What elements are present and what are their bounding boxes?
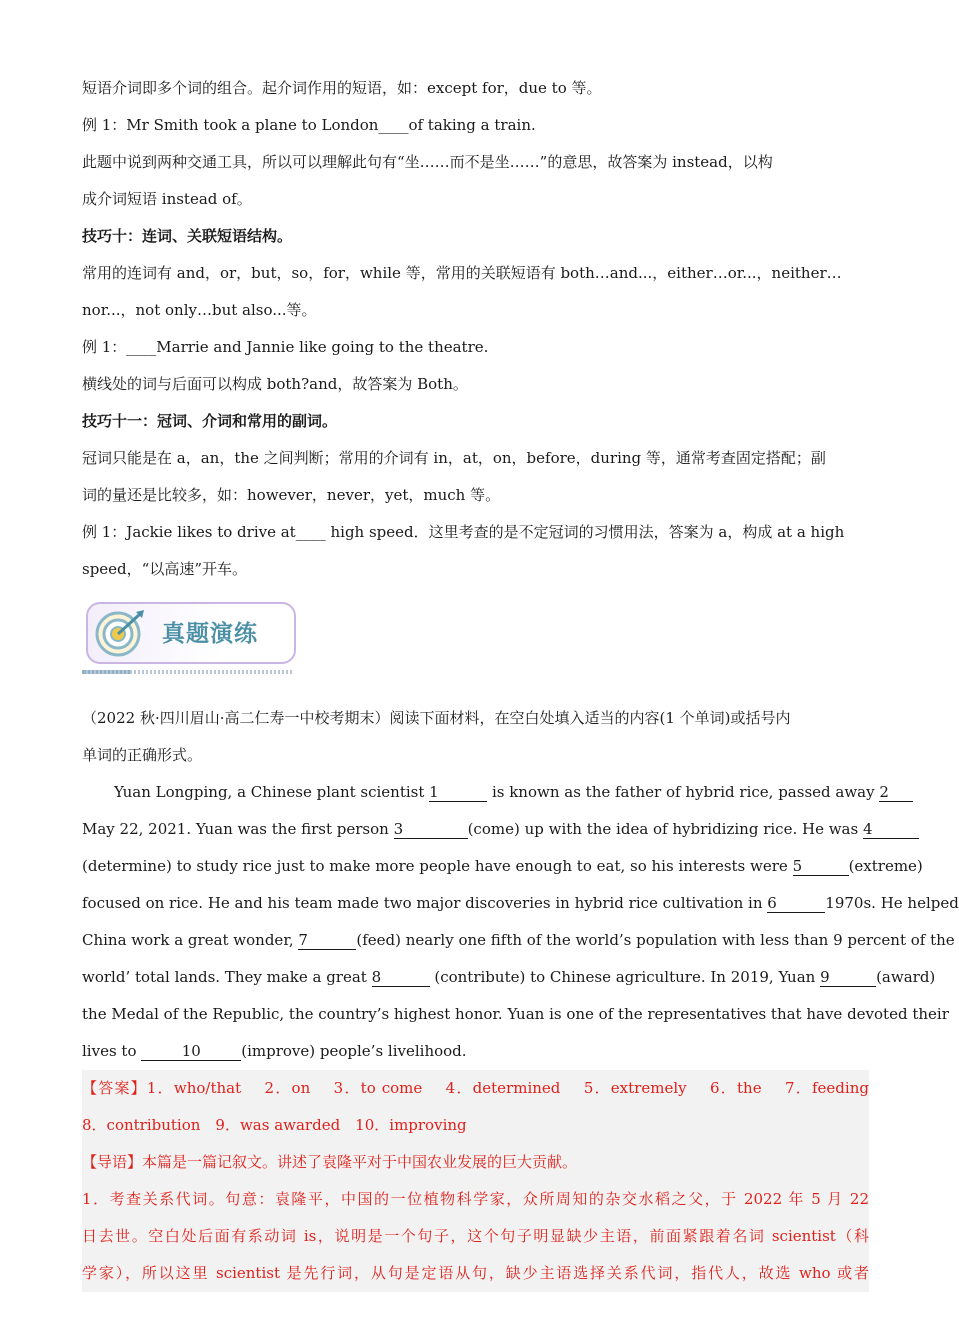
passage-text: China work a great wonder, xyxy=(82,931,299,949)
passage-line xyxy=(82,848,923,885)
tip10-heading: 技巧十：连词、关联短语结构。 xyxy=(82,227,293,245)
banner-decoration xyxy=(86,670,292,674)
explanation-line: 日去世。空白处后面有系动词 is，说明是一个句子，这个句子明显缺少主语，前面紧跟着名词 scientist（科 xyxy=(82,1227,869,1245)
passage-text: world’ total lands. They make a great xyxy=(82,968,372,986)
section-banner xyxy=(82,602,869,686)
passage-line xyxy=(82,959,936,996)
tip10-line: 横线处的词与后面可以构成 both?and，故答案为 Both。 xyxy=(82,375,468,393)
tip10-line: 常用的连词有 and，or，but，so，for，while 等，常用的关联短语有 both…and...，either…or...，neither… xyxy=(82,264,842,282)
passage-text: (contribute) to Chinese agriculture. In 2019, Yuan xyxy=(429,968,821,986)
passage-line xyxy=(82,922,955,959)
blank-2: 2 xyxy=(879,783,913,802)
answer-label: 【答案】 xyxy=(82,1079,147,1097)
blank-3: 3 xyxy=(394,820,468,839)
blank-5: 5 xyxy=(793,857,849,876)
passage-line xyxy=(82,811,873,848)
tip11-heading: 技巧十一：冠词、介词和常用的副词。 xyxy=(82,412,338,430)
tip11-line: speed，“以高速”开车。 xyxy=(82,560,247,578)
passage-text: 1970s. He helped xyxy=(825,894,959,912)
intro-line: 短语介词即多个词的组合。起介词作用的短语，如：except for，due to 等。 xyxy=(82,79,602,97)
blank-9: 9 xyxy=(820,968,876,987)
passage-text: (come) up with the idea of hybridizing rice. He was xyxy=(467,820,863,838)
answer-line xyxy=(82,1070,869,1107)
blank-10: 10 xyxy=(141,1042,241,1061)
guide-line: 【导语】本篇是一篇记叙文。讲述了袁隆平对于中国农业发展的巨大贡献。 xyxy=(82,1153,578,1171)
blank-8: 8 xyxy=(372,968,430,987)
passage-line xyxy=(82,774,889,811)
passage-text: (extreme) xyxy=(848,857,923,875)
passage-text: (award) xyxy=(876,968,936,986)
blank-1: 1 xyxy=(429,783,487,802)
explanation-line: 学家），所以这里 scientist 是先行词，从句是定语从句，缺少主语选择关系代词，指代人，故选 who 或者 xyxy=(82,1264,869,1282)
passage-line xyxy=(82,1033,869,1070)
passage-text: Yuan Longping, a Chinese plant scientist xyxy=(114,783,430,801)
passage-text: May 22, 2021. Yuan was the first person xyxy=(82,820,394,838)
tip10-example: 例 1：____Marrie and Jannie like going to the theatre. xyxy=(82,338,489,356)
passage-text: (improve) people’s livelihood. xyxy=(241,1042,467,1060)
explanation-line: 成介词短语 instead of。 xyxy=(82,190,252,208)
passage-text: lives to xyxy=(82,1042,142,1060)
passage-text: (feed) nearly one fifth of the world’s population with less than 9 percent of the xyxy=(356,931,955,949)
passage-line xyxy=(82,885,959,922)
tip11-line: 冠词只能是在 a，an，the 之间判断；常用的介词有 in，at，on，before，during 等，通常考查固定搭配；副 xyxy=(82,449,826,467)
document-page xyxy=(82,70,959,1292)
blank-7: 7 xyxy=(298,931,356,950)
passage-text: focused on rice. He and his team made two major discoveries in hybrid rice cultivation in xyxy=(82,894,768,912)
target-icon xyxy=(92,608,148,662)
question-source: （2022 秋·四川眉山·高二仁寿一中校考期末）阅读下面材料，在空白处填入适当的内容(1 个单词)或括号内 xyxy=(82,709,791,727)
tip10-line: nor...，not only…but also...等。 xyxy=(82,301,317,319)
passage-line: the Medal of the Republic, the country’s highest honor. Yuan is one of the representatives that have devoted their xyxy=(82,1005,949,1023)
tip11-example: 例 1：Jackie likes to drive at____ high speed．这里考查的是不定冠词的习惯用法，答案为 a，构成 at a high xyxy=(82,523,845,541)
tip11-line: 词的量还是比较多，如：however，never，yet，much 等。 xyxy=(82,486,501,504)
explanation-line: 此题中说到两种交通工具，所以可以理解此句有“坐……而不是坐……”的意思，故答案为 instead，以构 xyxy=(82,153,773,171)
passage-text: is known as the father of hybrid rice, passed away xyxy=(487,783,880,801)
banner-title: 真题演练 xyxy=(162,621,258,647)
answer-line: 8．contribution 9．was awarded 10．improving xyxy=(82,1116,467,1134)
passage-text: (determine) to study rice just to make more people have enough to eat, so his interests were xyxy=(82,857,793,875)
blank-6: 6 xyxy=(767,894,825,913)
question-source: 单词的正确形式。 xyxy=(82,746,203,764)
example-line: 例 1：Mr Smith took a plane to London____of taking a train. xyxy=(82,116,536,134)
answer-block xyxy=(82,1070,869,1292)
explanation-line: 1．考查关系代词。句意：袁隆平，中国的一位植物科学家，众所周知的杂交水稻之父，于 2022 年 5 月 22 xyxy=(82,1190,869,1208)
answer-text: 1．who/that 2．on 3．to come 4．determined 5．extremely 6．the 7．feeding xyxy=(146,1079,869,1097)
blank-4: 4 xyxy=(863,820,919,839)
